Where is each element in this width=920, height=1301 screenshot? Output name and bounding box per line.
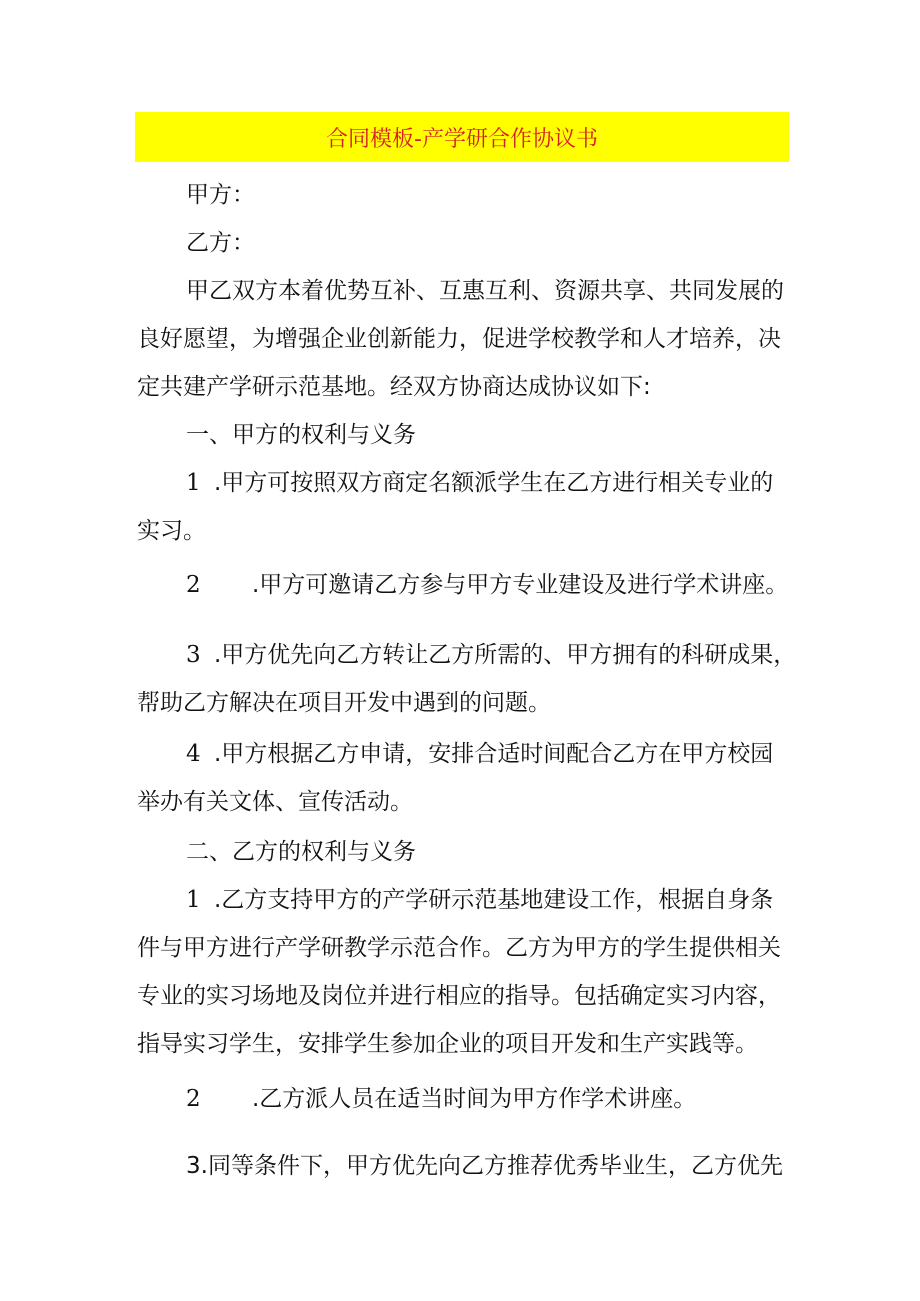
s2-item-2-text: .乙方派人员在适当时间为甲方作学术讲座。 (252, 1086, 697, 1112)
s1-item-3-number: 3 (186, 642, 201, 668)
s2-item-1-text: .乙方支持甲方的产学研示范基地建设工作，根据自身条 (214, 887, 774, 913)
section-1-heading: 一、甲方的权利与义务 (186, 422, 416, 448)
s1-item-3-text: .甲方优先向乙方转让乙方所需的、甲方拥有的科研成果， (214, 642, 797, 668)
s2-item-1-line-1 (186, 886, 773, 914)
s1-item-4-text: .甲方根据乙方申请，安排合适时间配合乙方在甲方校园 (214, 741, 774, 767)
s1-item-1-line-2: 实习。 (137, 518, 206, 544)
intro-line-3: 定共建产学研示范基地。经双方协商达成协议如下: (137, 374, 651, 400)
party-b-label: 乙方： (186, 230, 255, 256)
s2-item-1-line-2: 件与甲方进行产学研教学示范合作。乙方为甲方的学生提供相关 (137, 935, 781, 961)
s1-item-4-line-1 (186, 740, 773, 768)
s2-item-1-line-3: 专业的实习场地及岗位并进行相应的指导。包括确定实习内容， (137, 983, 781, 1009)
s2-item-1-line-4: 指导实习学生，安排学生参加企业的项目开发和生产实践等。 (137, 1031, 758, 1057)
s1-item-2-text: .甲方可邀请乙方参与甲方专业建设及进行学术讲座。 (252, 572, 789, 598)
s2-item-3-line-1: 3.同等条件下，甲方优先向乙方推荐优秀毕业生，乙方优先 (186, 1153, 783, 1179)
s1-item-1-text: .甲方可按照双方商定名额派学生在乙方进行相关专业的 (214, 470, 774, 496)
intro-line-1: 甲乙双方本着优势互补、互惠互利、资源共享、共同发展的 (186, 278, 784, 304)
document-title: 合同模板-产学研合作协议书 (326, 126, 598, 152)
s1-item-3-line-2: 帮助乙方解决在项目开发中遇到的问题。 (137, 690, 551, 716)
s1-item-2-number: 2 (186, 572, 201, 598)
s1-item-1-number: 1 (186, 470, 201, 496)
party-a-label: 甲方： (186, 182, 255, 208)
s1-item-4-line-2: 举办有关文体、宣传活动。 (137, 789, 413, 815)
section-2-heading: 二、乙方的权利与义务 (186, 839, 416, 865)
s1-item-2-line-1 (186, 571, 788, 599)
s1-item-3-line-1 (186, 641, 796, 669)
s2-item-2-number: 2 (186, 1086, 201, 1112)
s1-item-4-number: 4 (186, 741, 201, 767)
s1-item-1-line-1 (186, 469, 773, 497)
s2-item-1-number: 1 (186, 887, 201, 913)
intro-line-2: 良好愿望，为增强企业创新能力，促进学校教学和人才培养，决 (137, 326, 781, 352)
title-banner (135, 112, 789, 162)
s2-item-2-line-1 (186, 1085, 696, 1113)
